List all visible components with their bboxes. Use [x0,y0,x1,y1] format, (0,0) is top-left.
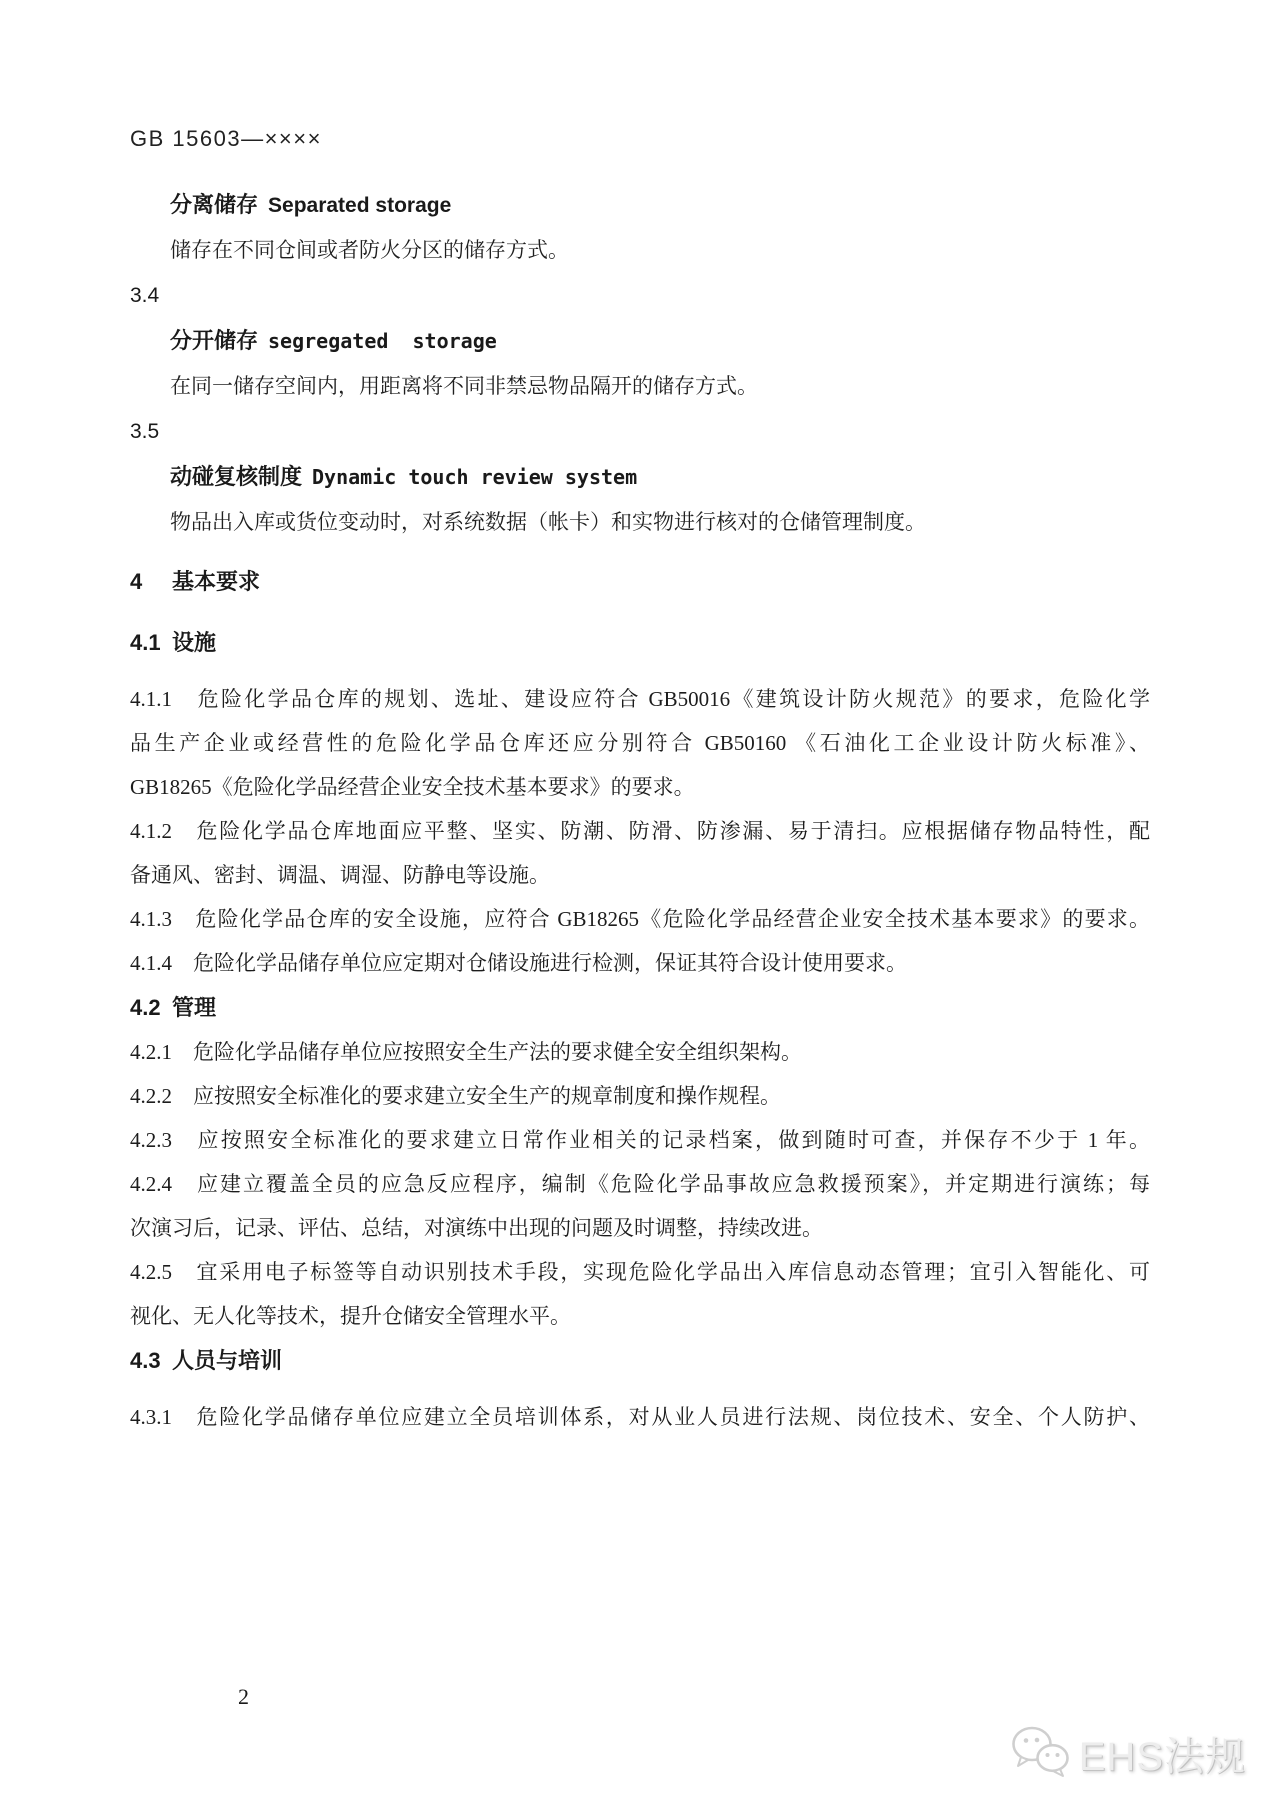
term-number: 3.4 [130,284,160,307]
section-title: 设施 [172,630,217,655]
clause-line: GB18265《危险化学品经营企业安全技术基本要求》的要求。 [130,775,695,799]
page-number: 2 [238,1684,249,1709]
section-heading-4-2 [130,985,1150,1030]
terms-section [130,182,1150,545]
section-heading-4-3 [130,1338,1150,1383]
term-definition: 储存在不同仓间或者防火分区的储存方式。 [170,238,569,262]
clause-line: 4.1.1 危险化学品仓库的规划、选址、建设应符合 GB50016《建筑设计防火规范》的要求，危险化学 [130,687,1150,711]
section-title: 管理 [172,995,217,1020]
section-number: 4.1 [130,630,161,655]
term-en-label: Separated storage [268,194,452,217]
term-heading [130,182,1150,228]
term-heading [130,318,1150,364]
clause-line: 4.2.1 危险化学品储存单位应按照安全生产法的要求健全安全组织架构。 [130,1040,802,1064]
clause-line: 次演习后，记录、评估、总结，对演练中出现的问题及时调整，持续改进。 [130,1216,823,1240]
wechat-icon [1009,1724,1073,1783]
clause-line: 备通风、密封、调温、调湿、防静电等设施。 [130,863,550,887]
clause-line: 品生产企业或经营性的危险化学品仓库还应分别符合 GB50160 《石油化工企业设计防火标准》、 [130,731,1150,755]
clause-line: 4.3.1 危险化学品储存单位应建立全员培训体系，对从业人员进行法规、岗位技术、安全、个人防护、 [130,1405,1150,1429]
clause-line: 4.2.2 应按照安全标准化的要求建立安全生产的规章制度和操作规程。 [130,1084,781,1108]
section-title: 人员与培训 [172,1348,283,1373]
term-heading [130,454,1150,500]
term-definition: 在同一储存空间内，用距离将不同非禁忌物品隔开的储存方式。 [170,374,758,398]
term-definition: 物品出入库或货位变动时，对系统数据（帐卡）和实物进行核对的仓储管理制度。 [170,510,926,534]
clause-line: 4.2.3 应按照安全标准化的要求建立日常作业相关的记录档案，做到随时可查，并保存不少于 1 年。 [130,1128,1150,1152]
section-heading-4-1 [130,620,1150,665]
section-number: 4.3 [130,1348,161,1373]
clause-line: 4.2.4 应建立覆盖全员的应急反应程序，编制《危险化学品事故应急救援预案》，并定期进行演练；每 [130,1172,1150,1196]
term-en-label: Dynamic touch review system [312,465,638,489]
watermark-label: EHS法规 [1078,1735,1246,1779]
clause-line: 4.1.3 危险化学品仓库的安全设施，应符合 GB18265《危险化学品经营企业安全技术基本要求》的要求。 [130,907,1150,931]
watermark [1009,1724,1246,1783]
clause-line: 4.2.5 宜采用电子标签等自动识别技术手段，实现危险化学品出入库信息动态管理；宜引入智能化、可 [130,1260,1150,1284]
clause-line: 4.1.2 危险化学品仓库地面应平整、坚实、防潮、防滑、防渗漏、易于清扫。应根据储存物品特性，配 [130,819,1150,843]
term-en-label: segregated storage [268,329,497,353]
clause-line: 4.1.4 危险化学品储存单位应定期对仓储设施进行检测，保证其符合设计使用要求。 [130,951,907,975]
doc-code-header: GB 15603—×××× [130,126,322,151]
chapter-title: 基本要求 [172,569,261,594]
term-zh-label: 分离储存 [170,192,259,217]
clause-line: 视化、无人化等技术，提升仓储安全管理水平。 [130,1304,571,1328]
chapter-number: 4 [130,569,143,594]
term-number: 3.5 [130,420,160,443]
section-number: 4.2 [130,995,161,1020]
term-zh-label: 分开储存 [170,328,259,353]
term-zh-label: 动碰复核制度 [170,464,303,489]
chapter-heading [130,559,1150,604]
